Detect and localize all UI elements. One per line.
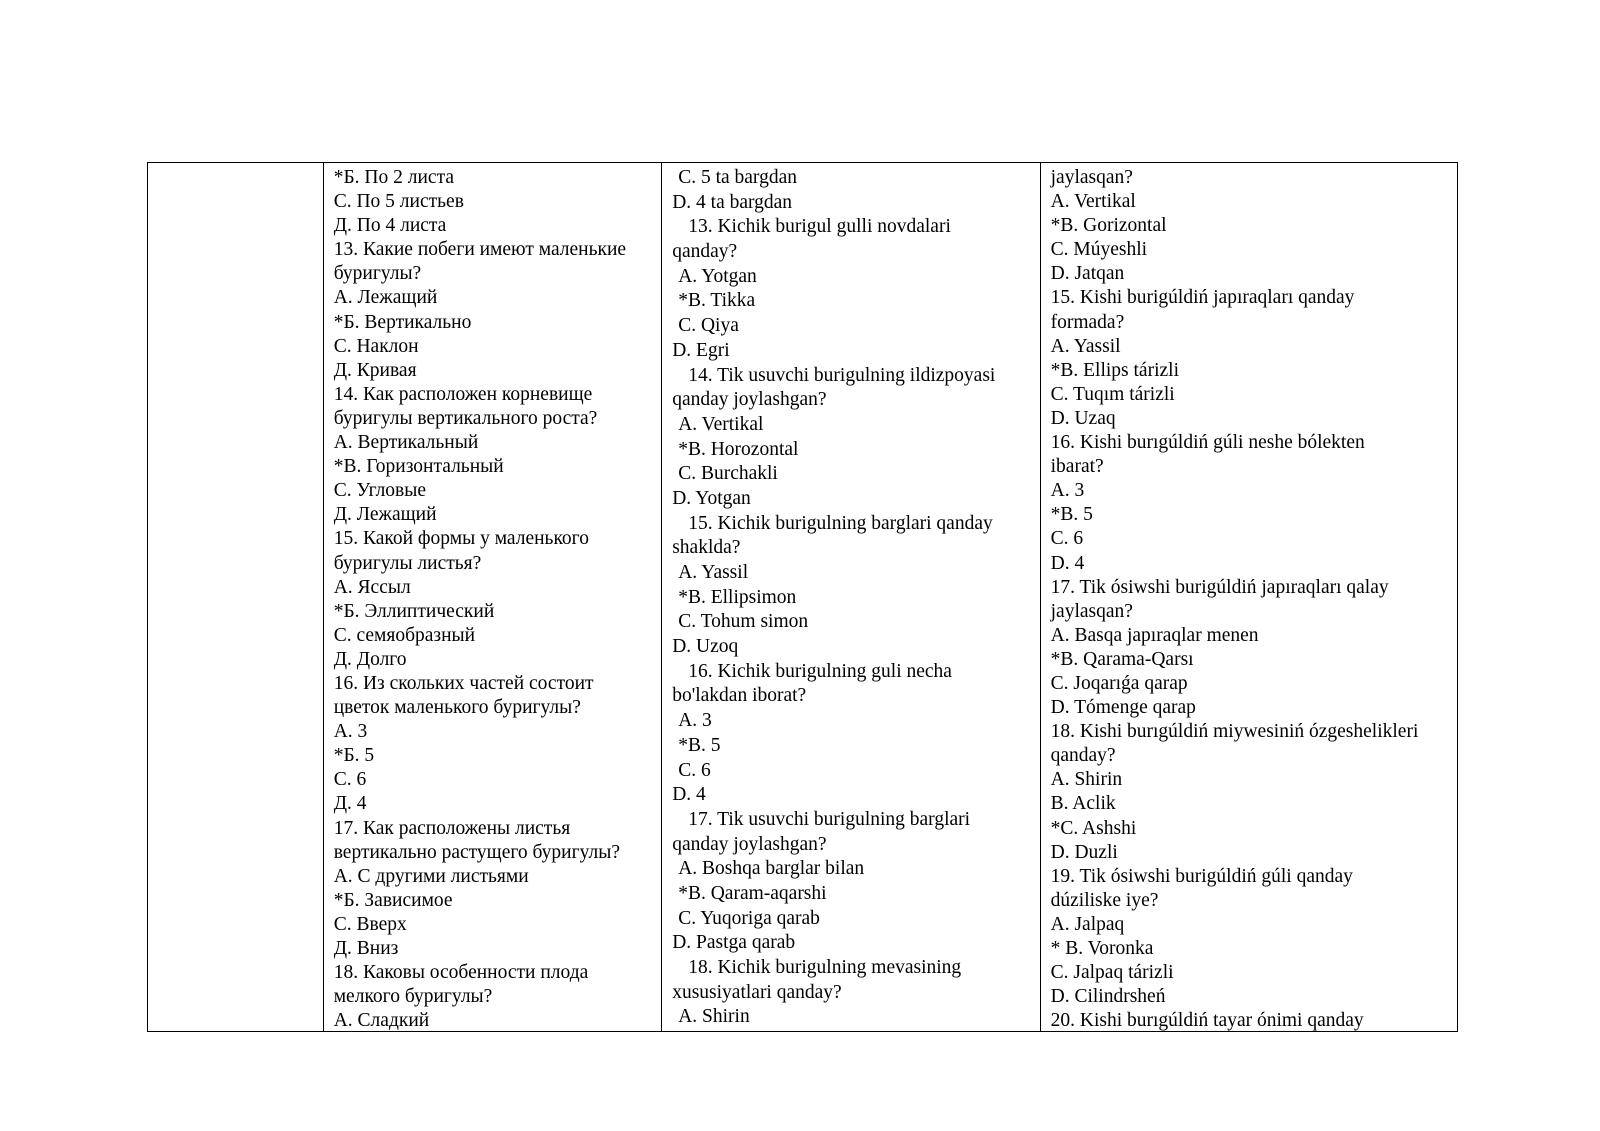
text-line: jaylasqan?	[1050, 167, 1133, 188]
text-line: 13. Какие побеги имеют маленькие	[333, 239, 627, 261]
text-line: A. Jalpaq	[1050, 913, 1125, 935]
text-line: 20. Kishi burıgúldiń tayar ónimi qanday	[1050, 1010, 1364, 1031]
text-line: 16. Kichik burigulning guli necha	[688, 660, 952, 682]
text-line: A. 3	[1050, 480, 1085, 502]
text-line: xususiyatlari qanday?	[672, 981, 842, 1003]
text-line: *B. Ellips tárizli	[1050, 359, 1179, 381]
text-line: 17. Как расположены листья	[333, 817, 571, 839]
text-line: А. Лежащий	[333, 287, 438, 309]
text-line: 18. Kichik burigulning mevasining	[688, 957, 962, 978]
text-line: D. Jatqan	[1050, 263, 1125, 285]
text-line: C. Qiya	[678, 315, 739, 337]
text-line: цветок маленького буригулы?	[333, 697, 581, 719]
text-line: 17. Tik usuvchi burigulning barglari	[688, 808, 971, 830]
text-line: *B. Tikka	[678, 290, 756, 312]
text-line: C. Tohum simon	[678, 611, 809, 633]
text-line: D. 4	[672, 784, 706, 806]
empty-first-column	[148, 163, 324, 1031]
text-line: formada?	[1050, 311, 1125, 333]
text-line: 15. Kichik burigulning barglari qanday	[688, 512, 993, 534]
text-line: C. 6	[1050, 528, 1084, 550]
text-line: 19. Tik ósiwshi burigúldiń gúli qanday	[1050, 865, 1353, 887]
text-line: D. Duzli	[1050, 841, 1118, 863]
text-line: A. Yotgan	[678, 265, 757, 287]
text-line: *C. Ashshi	[1050, 817, 1137, 839]
text-line: bo'lakdan iborat?	[672, 685, 807, 707]
text-line: *B. Ellipsimon	[678, 586, 797, 608]
text-line: C. Tuqım tárizli	[1050, 383, 1175, 405]
text-line: A. Yassil	[678, 562, 749, 583]
text-line: C. Yuqoriga qarab	[678, 907, 820, 929]
text-line: С. Наклон	[333, 335, 419, 357]
russian-questions-column	[324, 163, 662, 1031]
text-line: shaklda?	[672, 537, 741, 559]
text-line: qanday?	[1050, 745, 1116, 767]
text-line: *Б. Зависимое	[333, 889, 453, 911]
text-line: 18. Каковы особенности плода	[333, 962, 589, 984]
text-line: D. Pastga qarab	[672, 932, 796, 954]
text-line: С. По 5 листьев	[333, 191, 464, 213]
text-line: Д. По 4 листа	[333, 215, 447, 237]
karakalpak-questions-column	[1041, 163, 1457, 1031]
text-line: D. Cilindrsheń	[1050, 986, 1166, 1008]
text-line: B. Aclik	[1050, 793, 1116, 815]
text-line: 17. Tik ósiwshi burigúldiń japıraqları qalay	[1050, 576, 1389, 598]
text-line: 16. Kishi burıgúldiń gúli neshe bólekten	[1050, 432, 1365, 454]
text-line: *B. Qaram-aqarshi	[678, 882, 827, 904]
text-line: 13. Kichik burigul gulli novdalari	[688, 216, 951, 238]
text-line: буригулы листья?	[333, 552, 482, 574]
text-line: qanday joylashgan?	[672, 833, 827, 855]
text-line: A. Basqa japıraqlar menen	[1050, 624, 1259, 646]
text-line: D. 4 ta bargdan	[672, 191, 793, 213]
text-line: D. Tómenge qarap	[1050, 697, 1196, 719]
text-line: *B. Horozontal	[678, 438, 799, 460]
text-line: мелкого буригулы?	[333, 986, 493, 1008]
text-line: 16. Из скольких частей состоит	[333, 672, 594, 694]
text-line: 18. Kishi burıgúldiń miywesiniń ózgeshelikleri	[1050, 721, 1419, 743]
text-line: *В. Горизонтальный	[333, 456, 504, 478]
text-line: 15. Какой формы у маленького	[333, 528, 589, 550]
document-table	[147, 162, 1458, 1032]
text-line: C. Jalpaq tárizli	[1050, 962, 1174, 984]
text-line: A. 3	[678, 710, 712, 732]
text-line: Д. Кривая	[333, 359, 417, 381]
text-line: Д. Долго	[333, 648, 407, 670]
text-line: qanday?	[672, 241, 738, 263]
text-line: A. Shirin	[1050, 769, 1123, 791]
text-line: С. Угловые	[333, 480, 427, 502]
text-line: *Б. 5	[333, 745, 375, 767]
text-line: 15. Kishi burigúldiń japıraqları qanday	[1050, 287, 1355, 309]
text-line: С. семяобразный	[333, 624, 476, 646]
text-line: С. Вверх	[333, 913, 407, 935]
text-line: С. 6	[333, 769, 367, 791]
text-line: * B. Voronka	[1050, 938, 1154, 959]
text-line: *Б. По 2 листа	[333, 167, 454, 188]
text-line: *B. 5	[678, 734, 721, 756]
text-line: буригулы вертикального роста?	[333, 407, 598, 429]
text-line: A. Boshqa barglar bilan	[678, 858, 865, 880]
text-line: *Б. Эллиптический	[333, 600, 495, 622]
uzbek-questions-column	[662, 163, 1040, 1031]
text-line: jaylasqan?	[1050, 600, 1133, 622]
text-line: D. Uzaq	[1050, 407, 1116, 429]
text-line: буригулы?	[333, 263, 422, 285]
text-line: А. Яссыл	[333, 576, 411, 598]
text-line: А. 3	[333, 721, 368, 743]
text-line: *B. Gorizontal	[1050, 215, 1167, 237]
text-line: C. 5 ta bargdan	[678, 167, 797, 188]
text-line: qanday joylashgan?	[672, 389, 827, 411]
text-line: 14. Как расположен корневище	[333, 383, 593, 405]
text-line: *B. 5	[1050, 504, 1093, 526]
text-line: dúziliske iye?	[1050, 889, 1159, 911]
text-line: A. Vertikal	[678, 413, 764, 435]
text-line: C. Burchakli	[678, 463, 778, 485]
text-line: Д. 4	[333, 793, 367, 815]
text-line: А. Сладкий	[333, 1010, 430, 1031]
text-line: Д. Лежащий	[333, 504, 437, 526]
text-line: A. Vertikal	[1050, 191, 1136, 213]
text-line: вертикально растущего буригулы?	[333, 841, 620, 863]
text-line: ibarat?	[1050, 456, 1104, 478]
text-line: C. Joqarıǵa qarap	[1050, 672, 1188, 694]
text-line: D. Egri	[672, 339, 730, 361]
text-line: *B. Qarama-Qarsı	[1050, 648, 1194, 670]
text-line: D. Uzoq	[672, 636, 739, 658]
text-line: A. Yassil	[1050, 335, 1121, 357]
text-line: D. Yotgan	[672, 487, 751, 509]
text-line: А. С другими листьями	[333, 865, 529, 887]
text-line: Д. Вниз	[333, 938, 399, 959]
text-line: A. Shirin	[678, 1006, 750, 1028]
text-line: C. 6	[678, 759, 711, 781]
text-line: D. 4	[1050, 552, 1085, 574]
text-line: *Б. Вертикально	[333, 311, 472, 333]
text-line: C. Múyeshli	[1050, 239, 1148, 261]
text-line: 14. Tik usuvchi burigulning ildizpoyasi	[688, 364, 996, 386]
text-line: А. Вертикальный	[333, 432, 479, 454]
